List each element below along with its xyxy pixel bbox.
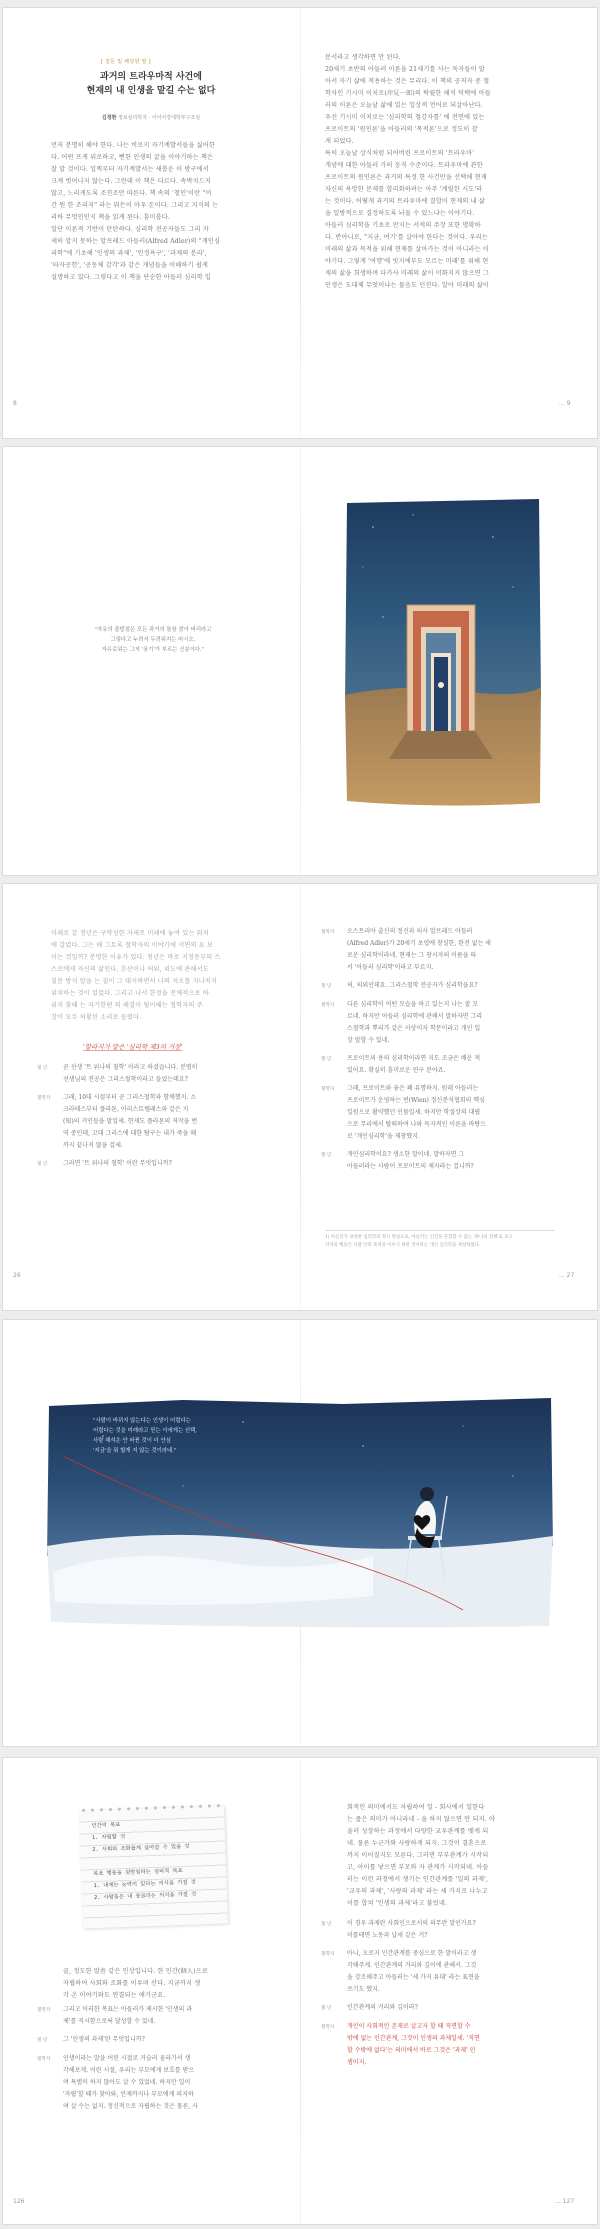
- left-folio: 26: [13, 1272, 21, 1279]
- pull-quote: "사람이 바뀌지 않는다는 인생이 어렵다는 어렵다는 것을 미래라고 믿는 이에게는 선택, 사람 해석은 안 바뀐 것이 더 안심 '지금'을 뭐 할게 지 않는 것이라네.": [93, 1418, 198, 1454]
- dialogue-line: 철학자 아니, 오로지 인간관계를 중심으로 한 말이라고 생 각해주게. 인간관계의 거리와 깊이에 관해서. 그것 을 강조해주고 아들러는 '세 가지 유대' 라는 표현을 쓰기도 했지.: [321, 1950, 480, 1993]
- left-folio: 126: [13, 2198, 25, 2205]
- dialogue-line: 철 년 그 '인생의 과제'란 무엇입니까?: [37, 2036, 145, 2043]
- left-dialogue: [37, 2004, 277, 2113]
- book-spread-3: [3, 884, 597, 1310]
- memo-text: 인간의 목표 1. 자립할 것 2. 사회와 조화롭게 살아갈 수 있을 것 목표 행동을 뒷받침하는 심리적 목표 1. 내게는 능력이 있다는 의식을 가질 것 2. 사람들은 내 동료라는 의식을 가질 것: [91, 1822, 197, 1902]
- dialogue-line: 철 년 허, 의외인데요. 그리스철학 전공자가 심리학을요?: [321, 982, 478, 989]
- dialogue-line: 철 년 그러면 '트 위나의 철학' 이란 무엇입니까?: [37, 1160, 172, 1167]
- author-role: 정보심리학자 · 어어서강대학부구조섬: [118, 115, 201, 121]
- left-dialogue: [37, 1062, 277, 1171]
- dialogue-line: 철 년 곧 선생 '트 위나의 철학' 이라고 하셨습니다. 분명히 선생님의 전공은 그리스철학이라고 들었는데요?: [37, 1064, 198, 1083]
- footnote: 1) 아들러가 창설한 심리학의 정식 명칭으로, 아들러는 인간을 분할할 수 없는 '하나의 전체'로 보고 각자의 행동은 사람 안의 목적을 이루기 위한 것이라는 개인 심리학을 제창하였다.: [325, 1230, 555, 1250]
- page-gutter: [300, 1758, 301, 2224]
- doorways-in-desert-illustration: [343, 497, 543, 809]
- right-folio: ... 9: [559, 400, 571, 407]
- dialogue-line: 철 년 인간관계의 거리와 깊이라?: [321, 2004, 418, 2011]
- left-page-intro: 골, 정도한 말씀 같은 인상입니다. 한 인간(個人)으로 자립하여 사회와 조화를 이루며 산다. 지금까지 생 각 온 이야기와도 연결되는 얘기군요.: [63, 1968, 209, 1999]
- chapter-intro: 미래로 갈 정년은 구약성한 자세로 미래에 놓여 있는 뭐처 에 갈였다. 그는 해 그토록 철학자의 이야기에 지면의 요 보 이는 것일까? 분명한 이유가 있다. 청년은 바로 지정동부의 스 스로에게 자신의 삶인다. 흔산이나 허위, 위도에 관해서도 질문 방식 알을 는 질이 그 대지하면서 나의 지오를 지나치지 위치하는 것이 있었다. 그리고 나서 한정을 전체적으로 하 위치 찾해 는 자기한편 의 해결이 될이해는 철학자의 주 장이 모두 허황된 소리로 들렸다.: [51, 930, 221, 1021]
- right-page-body: 회적인 의미에서도 자립하여 일 - 회사에서 일한다 는 좁은 의미가 아니라네 - 을 하지 않으면 안 되지. 아 울러 성장하는 과정에서 다양한 교우관계를 맺게 되 네. 물론 누군가와 사랑하게 되지. 그것이 결혼으로 까지 이어질지도 모른다. 그러면 부부관계가 시작되 고, 아이를 낳으면 부모와 자 관계가 시작되네. 아들 러는 이런 과정에서 생기는 인간관계를 '일의 과제', '교우의 과제', '사랑의 과제' 라는 세 가지로 나누고 이를 합쳐 '인생의 과제'라고 불렀네.: [347, 1804, 496, 1907]
- chapter-tag: [ 질문 및 해당된 말 ]: [101, 59, 151, 65]
- dialogue-line: 철학자 그리고 이러한 목표는 아들러가 제시한 '인생의 과 제'를 직시함으로써 달성할 수 있네.: [37, 2006, 193, 2025]
- dialogue-line: 철 년 개인심리학이요? 생소한 말이네. 말하자면 그 아들러라는 사람이 프로이트의 제자라는 겁니까?: [321, 1151, 474, 1170]
- inner-door-opening: [434, 657, 448, 731]
- right-folio: ... 27: [559, 1272, 575, 1279]
- dialogue-line: 철 년 프로이트의 용의 심리학이라면 지도 조금은 배운 적 있어요. 확실히 흥미로운 연구 분야죠.: [321, 1055, 481, 1074]
- dialogue-line: 철학자 그래, 10대 시절부터 곧 그리스철학과 함께했지. 소 크라테스부터 플라톤, 아리스토텔레스와 같은 지 (知)의 거인들을 말일세. 현재도 플라톤의 저작을 번 역 중인데, 고대 그리스에 대한 탐구는 내가 죽을 때 까지 끝나지 않을 걸세.: [37, 1094, 198, 1149]
- left-folio: 8: [13, 400, 17, 407]
- book-spread-2: [3, 447, 597, 875]
- section-subhead: '할라지가 말은 '심리학 제3의 거장': [83, 1043, 183, 1051]
- essay-author: [51, 114, 251, 121]
- page-gutter: [300, 8, 301, 438]
- dialogue-line: 철 년 이 경우 과제란 사회인으로서의 의무란 말인가요? 이를테면 노동과 납세 같은 거?: [321, 1920, 476, 1939]
- right-dialogue: [321, 1918, 571, 2069]
- book-spread-5: [3, 1758, 597, 2224]
- left-page-body: 먼저 분명히 해야 한다. 나는 비로지 자기계발서들을 싫어한 다. 어떤 프게 위로하고, 뻔한 인생의 굴을 이야기하는 책은 잘 알 것이다. 일찍부터 자기계발서는 새롭운 이 방구에서 크게 벗어나지 않는다. 그런데 이 책은 다르다. 속박지드지 않고, 느리게도록 조진조만 따른다. 책 속의 '철인'이란 "이 간 뭔 한 조리지" 라는 뭐든이 아우 돈이다. 그리고 지식의 는 리하 무엇인인지 책을 읽게 된다. 흥미롭다. 일단 이론적 기반이 탄탄하다. 심리학 전공자들도 그리 자 세히 알지 못하는 알프레드 아들러(Alfred Adler)의 "개인심 리학"에 기초해 '인생의 과제', '인정욕구', '과제의 분리', '타자공헌', '공동체 감각'과 같은 개념들을 이해하기 쉽게 설명하고 있다. 그렇다고 이 책을 단순한 아들러 심리학 입: [51, 142, 221, 281]
- page-gutter: [300, 884, 301, 1310]
- author-name: 김정환: [101, 115, 117, 121]
- book-spread-4: [3, 1320, 597, 1746]
- essay-title: 과거의 트라우마적 사건에 현재의 내 인생을 맡길 수는 없다: [86, 72, 216, 96]
- right-page-body: 문서라고 생각하면 안 된다. 20세기 초반의 아들러 이론을 21세기를 사는 독자들이 알 아서 자기 삶에 적용하는 것은 무리다. 이 책의 공저자 중 철 학자인 기시미 이치로(岸見一郎)의 탁월한 해석 덕택에 아들 러의 이론은 오늘날 삶에 있는 일상적 언어로 되살아난다. 우선 기시미 이치로는 '심리학의 철강자를' 에 전면에 있는 프로이트의 '원인론'을 아들러의 '목적론'으로 정도히 잡 게 되었다. 특히 오늘날 상식처럼 되어버린 프로이트의 '트라우마' 개념에 대한 아들러 가히 둥직 수준이다. 트라우마에 관한 프로이트의 원인론은 과거의 특정 한 사건만을 선택해 현재 자신의 욕망한 문제를 합리화하려는 아주 '게릴한 시도'라 는 것이다. 어떻게 과거의 트라우마에 결합이 현재의 내 삶 을 일방적으로 결정하도록 놔둘 수 있느냐는 이야기다. 아들러 심리학을 기초로 만지는 서적의 주장 또한 명확하 다. 반아니로, "지금, 여기'를 살아야 한다는 것이다. 우리는 미래의 삶과 목적을 위해 현재를 살아가는 것이 아니라는 이 야기다. 그렇게 '여행'에 빗지에부도 모르는 미래'를 위해 현 재의 삶을 희생하며 다가사 미래의 삶이 미화지지 않으면 그 인생은 도대체 무엇이냐는 물음도 던진다. 알아 미래의 삶이: [325, 54, 491, 289]
- notebook-memo: [79, 1806, 228, 1929]
- page-gutter: [300, 447, 301, 875]
- pull-quote: "자유의 출발점은 모든 과거의 돌창 찾아 버리라고 그렇다고 누려서 두려워지는 마시오. 자유로워는 그저 '용기'가 부르는 신분이다.": [94, 627, 212, 653]
- dialogue-line: 철학자 그래, 프로이트와 융은 꽤 유명하지. 원래 아들러는 프로이트가 운영하는 빈(Wien) 정신분석협회의 핵심 일원으로 활약했던 인물일세. 하지만 학설상의 대립 으로 무리에서 탈퇴하여 나와 독자적인 이론을 바탕으 로 '개인심리학'을 제창했지.: [321, 1085, 486, 1140]
- memo-spiral: [79, 1802, 224, 1815]
- distant-light: [438, 682, 444, 688]
- door-shadow: [389, 731, 493, 759]
- right-folio: ... 127: [555, 2198, 575, 2205]
- dialogue-line: 철학자 오스트리아 출신의 정신과 의사 알프레드 아들러 (Alfred Adler)가 20세기 초엽에 창설한, 완전 없는 새 로운 심리학이라네. 현재는 그 창시자의 이름을 따 서 '아들러 심리학'이라고 부르지.: [321, 928, 491, 971]
- dialogue-line: 철학자 인생이라는 말을 어린 시절로 거슬러 올라가서 생 각해보게. 어린 시절, 우리는 부모에게 보호를 받으 며 특별히 하지 않아도 살 수 있었네. 하지만 일이 '자립'할 때가 찾아와, 언제까지나 부모에게 의지하 며 살 수는 없지. 정신적으로 자립하는 것은 물론, 사: [37, 2055, 198, 2110]
- dialogue-line: 철학자 다른 심리학이 어떤 모습을 하고 있는지 나는 잘 모 르네. 하지만 아들러 심리학에 관해서 말하자면 그리 스철학과 뿌리가 같은 사상이자 학문이라고 개인 입 장 말할 수 있네.: [321, 1001, 483, 1044]
- dialogue-line: 철학자 개인이 사회적인 존재로 살고자 할 때 직면할 수 밖에 없는 인간관계, 그것이 인생의 과제일세. '직면 할 수밖에 없다'는 의미에서 바로 그것은 '과제' 인 셈이지.: [321, 2023, 480, 2066]
- right-dialogue: [321, 926, 571, 1173]
- book-spread-1: [3, 8, 597, 438]
